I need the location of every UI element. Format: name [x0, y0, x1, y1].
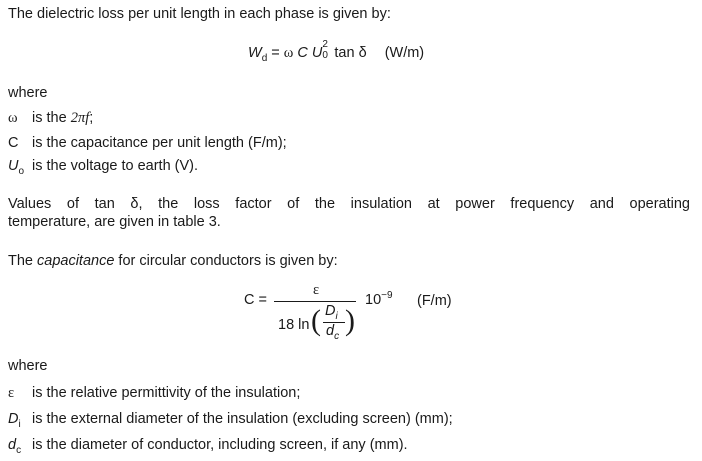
- eq1-u-sup: 2: [322, 39, 328, 50]
- di-def-text: is the external diameter of the insulation (excluding screen) (mm);: [32, 411, 453, 427]
- eq2-D: $D_i$: [325, 303, 338, 322]
- eq1-tan-delta: tan δ: [334, 45, 367, 61]
- epsilon-symbol: ε: [8, 385, 15, 401]
- omega-def-pre: is the: [32, 110, 71, 126]
- di-sub: i: [18, 419, 21, 430]
- eq2-unit: (F/m): [417, 293, 452, 309]
- eq2-factor: $10^{-9}$: [365, 290, 393, 308]
- u-symbol: U: [8, 158, 19, 174]
- dc-def-text: is the diameter of conductor, including screen, if any (mm).: [32, 437, 408, 453]
- eq2-left-paren: (: [311, 304, 321, 337]
- eq2-ln: 18 ln: [278, 317, 310, 333]
- eq1-u-sub: 0: [322, 50, 328, 61]
- c-def-text: is the capacitance per unit length (F/m);: [32, 135, 287, 151]
- intro-text: The dielectric loss per unit length in each phase is given by:: [8, 6, 391, 22]
- where-label-2: where: [8, 358, 48, 374]
- eq1-equals: =: [271, 45, 280, 61]
- eq1-u: U: [311, 45, 323, 61]
- definition-capacitance: [8, 134, 287, 152]
- eq1-unit: (W/m): [384, 45, 425, 61]
- definition-epsilon: [8, 384, 300, 402]
- definition-omega: [8, 109, 93, 127]
- dielectric-loss-equation: [248, 39, 425, 64]
- eq1-c: C: [297, 45, 308, 61]
- eq2-right-paren: ): [345, 304, 355, 337]
- eq1-u-scripts: [322, 39, 330, 61]
- para2-post: for circular conductors is given by:: [114, 253, 338, 269]
- di-symbol: D: [8, 411, 19, 427]
- eq2-fraction-bar: [274, 301, 356, 302]
- para2-italic: capacitance: [37, 253, 115, 269]
- capacitance-equation: [244, 282, 484, 346]
- omega-def-math: 2πf: [70, 110, 90, 126]
- u-def-text: is the voltage to earth (V).: [32, 158, 199, 174]
- para2-pre: The: [8, 253, 38, 269]
- eq2-numerator: ε: [313, 282, 320, 298]
- eq1-omega: ω: [283, 45, 294, 61]
- c-symbol: C: [8, 135, 19, 151]
- omega-symbol: ω: [8, 110, 18, 126]
- where-label-1: where: [8, 85, 48, 101]
- paragraph-capacitance: [8, 252, 338, 270]
- omega-def-post: ;: [89, 110, 94, 126]
- definition-conductor-diameter: [8, 436, 408, 456]
- definition-external-diameter: [8, 410, 453, 430]
- epsilon-def-text: is the relative permittivity of the insulation;: [32, 385, 301, 401]
- dc-sub: c: [16, 445, 22, 456]
- dc-symbol: d: [8, 437, 17, 453]
- eq2-d: $d_c$: [326, 323, 340, 342]
- eq2-lhs: C =: [244, 292, 267, 308]
- u-sub: o: [18, 166, 25, 177]
- paragraph-tan-delta-line1: Values of tan δ, the loss factor of the insulation at power frequency and operating: [8, 196, 690, 212]
- eq1-lhs-var: W: [248, 45, 262, 61]
- definition-voltage: [8, 157, 198, 177]
- eq1-lhs-sub: d: [261, 53, 268, 64]
- paragraph-tan-delta-line2: temperature, are given in table 3.: [8, 214, 221, 230]
